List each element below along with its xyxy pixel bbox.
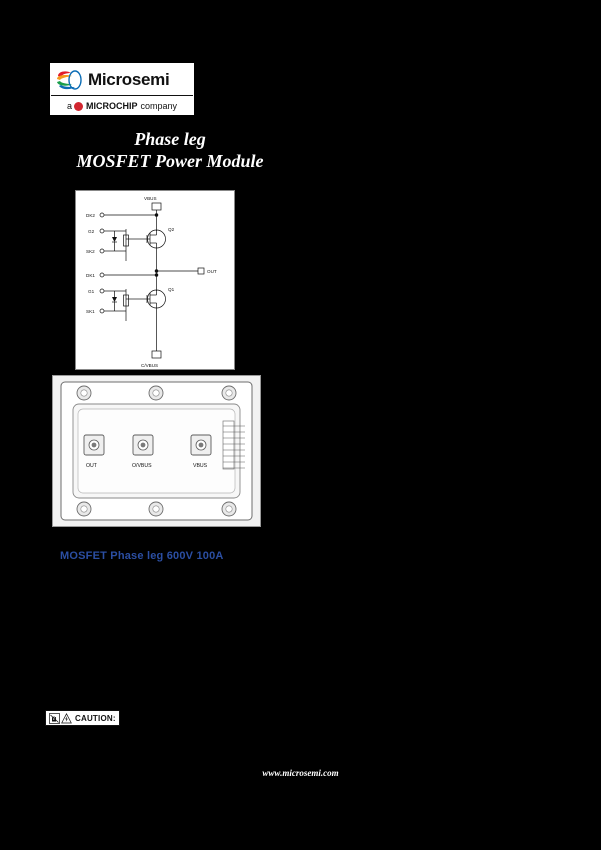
esd-hand-icon (49, 713, 60, 724)
schematic-label-q1: Q1 (168, 287, 175, 292)
logo-wordmark: Microsemi (88, 69, 170, 89)
logo-tagline (51, 96, 193, 115)
caution-label: CAUTION: (75, 713, 116, 723)
package-terminal-label-vbus: VBUS (193, 463, 208, 469)
logo-primary-row (51, 64, 193, 96)
logo-tagline-prefix: a (66, 100, 72, 111)
schematic-label-sk1: SK1 (86, 309, 95, 314)
schematic-label-q2: Q2 (168, 227, 175, 232)
schematic-label-dk1: DK1 (86, 273, 95, 278)
logo-tagline-brand: MICROCHIP (85, 100, 138, 111)
schematic-label-g2: G2 (88, 229, 95, 234)
logo-tagline-suffix: company (140, 100, 178, 111)
page-title-line1: Phase leg (134, 129, 206, 149)
package-terminal-label-out: OUT (86, 463, 97, 469)
esd-warning-icon (61, 713, 72, 724)
schematic-label-out: OUT (207, 269, 217, 274)
schematic-label-dk2: DK2 (86, 213, 95, 218)
microsemi-swirl-icon (55, 68, 85, 92)
schematic-label-vbus: VBUS (144, 196, 157, 201)
footer-url: www.microsemi.com (262, 768, 339, 778)
package-terminal-label-ovbus: O/VBUS (132, 463, 152, 469)
microchip-mark-icon (74, 102, 83, 111)
schematic-figure (75, 190, 235, 370)
microsemi-logo (50, 63, 194, 115)
schematic-label-gnd: C/VBUS (141, 363, 159, 368)
page-title (0, 128, 340, 172)
package-outline-figure (52, 375, 261, 527)
part-number-line: MOSFET Phase leg 600V 100A (60, 550, 224, 562)
caution-box (45, 710, 120, 726)
esd-icon-group (49, 713, 72, 724)
schematic-label-sk2: SK2 (86, 249, 95, 254)
page-title-line2: MOSFET Power Module (76, 151, 264, 171)
schematic-label-g1: G1 (88, 289, 95, 294)
